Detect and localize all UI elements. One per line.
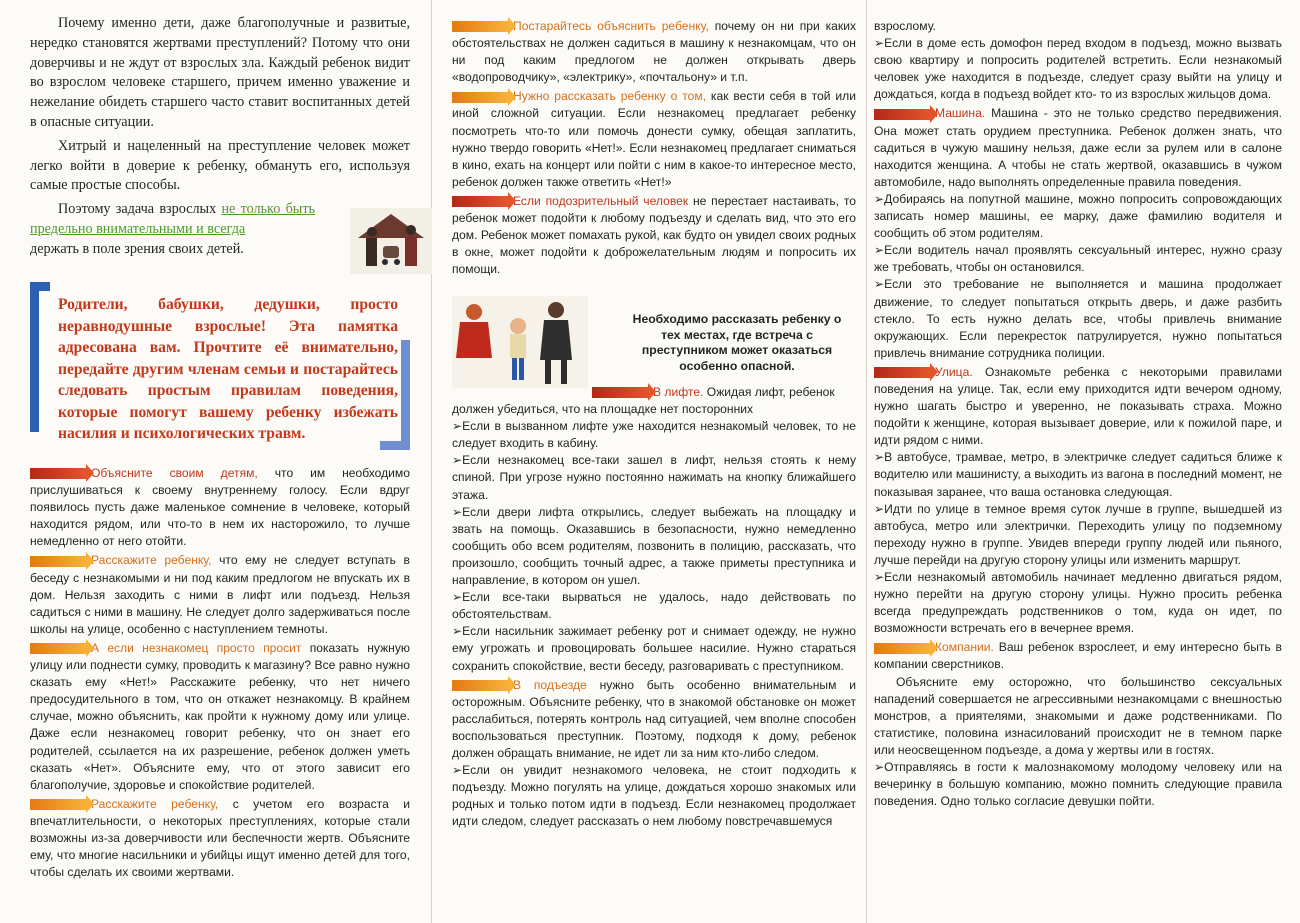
car-section <box>874 105 1282 190</box>
car-bullet-1 <box>874 191 1282 242</box>
arrow-icon <box>30 556 86 567</box>
lift-intro <box>452 384 856 401</box>
c1-s1-tag: Объясните своим детям, <box>91 466 258 480</box>
arrow-icon <box>30 799 86 810</box>
arrow-icon <box>874 367 930 378</box>
c2-section-2 <box>452 88 856 191</box>
lift-bullet-2-text: Если незнакомец все-таки зашел в лифт, нельзя стоять к нему спиной. При угрозе нужно постоянно нажимать на кнопку ближайшего этажа. <box>452 453 856 502</box>
car-bullet-3-text: Если это требование не выполняется и машина продолжает движение, то следует попытаться открыть дверь, и даже разбить стекло. То есть нужно делать все, чтобы привлечь внимание окружающих. Если перекресток патрулируется, нужно попытаться привлечь внимание сотрудника полиции. <box>874 277 1282 360</box>
c1-section-1 <box>30 465 410 550</box>
c2-s2-text: как вести себя в той или иной сложной ситуации. Если незнакомец предлагает ребенку посмотреть что-то или помочь донести сумку, обещая заплатить, нужно твердо говорить «Нет!». Если незнакомец предлагает сниматься в кино, ехать на концерт или пойти с ним в какое-то интересное место, ребенок должен также ответить «Нет!» <box>452 89 856 189</box>
car-bullet-2-text: Если водитель начал проявлять сексуальный интерес, нужно сразу же требовать, чтобы он остановился. <box>874 243 1282 275</box>
podezd-bullet-1-text: Если он увидит незнакомого человека, не стоит подходить к подъезду. Можно погулять на улице, дождаться хорошо знакомых или родных и только потом идти в подъезд. Если незнакомец продолжает идти следом, следует рассказать о нем любому повстречавшемуся <box>452 763 856 829</box>
lift-bullet-1 <box>452 418 856 452</box>
lift-text: должен убедиться, что на площадке нет посторонних <box>452 402 754 417</box>
bullet-icon: ➢ <box>452 763 463 778</box>
lift-bullet-3 <box>452 504 856 589</box>
car-text: Машина - это не только средство передвижения. Она может стать орудием преступника. Ребенок должен знать, что садиться в чужую машину нельзя, даже если за рулем или в салоне находится женщина. А чтобы не стать жертвой, оказавшись в чужом автомобиле, надо выполнять определенные правила поведения. <box>874 106 1282 189</box>
c2-section-1 <box>452 18 856 86</box>
c1-s3-tag: А если незнакомец просто просит <box>91 640 302 655</box>
c1-section-2 <box>30 552 410 637</box>
intro-paragraph-1: Почему именно дети, даже благополучные и развитые, нередко становятся жертвами преступлений? Потому что они доверчивы и не ждут от взрослых зла. Каждый ребенок видит во взрослом человеке старшего, причем именно уважение и нежелание обидеть старшего часто ставит воспитанных детей в опасные ситуации. <box>30 15 410 130</box>
bullet-icon: ➢ <box>874 570 885 584</box>
c2-s1-text: почему он ни при каких обстоятельствах не должен садиться в машину к незнакомцам, что он ни под каким предлогом не должен открывать дверь «водопроводчику», «электрику», «почтальону» и т.п. <box>452 19 856 85</box>
bullet-icon: ➢ <box>452 590 463 605</box>
street-bullet-2 <box>874 501 1282 569</box>
callout-text: Родители, бабушки, дедушки, просто неравнодушные взрослые! Эта памятка адресована вам. Прочтите её внимательно, передайте другим членам семьи и постарайтесь следовать простым правилам поведения, которые помогут вашему ребенку избежать насилия и психологических травм. <box>58 296 398 442</box>
arrow-icon <box>452 196 508 207</box>
bullet-icon: ➢ <box>874 450 885 465</box>
street-bullet-2-text: Идти по улице в темное время суток лучше в группе, вышедшей из автобуса, метро или электрички. Переходить улицу по подземному переходу нужно в группе. Увидев впереди группу людей или пьяного, лучше перейди на другую сторону улицы или изменить маршрут. <box>874 501 1282 567</box>
parents-callout <box>30 282 410 450</box>
bullet-icon: ➢ <box>874 243 885 258</box>
podezd-tag: В подъезде <box>513 677 587 692</box>
intro-p3-highlight: не только быть предельно внимательными и всегда <box>30 201 316 237</box>
company-tag: Компании. <box>935 640 994 655</box>
bullet-icon: ➢ <box>452 504 463 519</box>
arrow-icon <box>452 92 508 103</box>
street-bullet-3 <box>874 569 1282 637</box>
company-paragraph: Объясните ему осторожно, что большинство сексуальных нападений совершается не агрессивными незнакомцами с внешностью монстров, а приятелями, знакомыми и даже родственниками. По статистике, половина изнасилований происходит не в темном парке или неосвещенном подъезде, а дома у жертвы или в гостях. <box>874 674 1282 757</box>
c1-s4-text: с учетом его возраста и впечатлительности, о некоторых преступлениях, которые стали возможны из-за доверчивости или беспечности жертв. Объясните ему, что многие насильники и убийцы ищут именно детей для того, чтобы сделать их своими жертвами. <box>30 796 410 880</box>
company-bullet-1-text: Отправляясь в гости к малознакомому молодому человеку или на вечеринку в большую компанию, можно помнить следующие правила поведения. Одно только согласие девушки пойти. <box>874 760 1282 809</box>
fold-line-2 <box>866 0 867 923</box>
c2-s2-tag: Нужно рассказать ребенку о том, <box>513 89 707 104</box>
car-tag: Машина. <box>935 106 986 121</box>
lift-bullet-4 <box>452 589 856 623</box>
street-bullet-1-text: В автобусе, трамвае, метро, в электричке следует садиться ближе к водителю или машинисту, а выходить из вагона в последний момент, не показывая заранее, что ваша остановка следующая. <box>874 450 1282 499</box>
street-bullet-3-text: Если незнакомый автомобиль начинает медленно двигаться рядом, нужно перейти на другую сторону улицы. Нужно просить ребенка всегда предупреждать родственников о том, куда он идет, по возможности встречать его в вечернее время. <box>874 570 1282 636</box>
intro-paragraph-2: Хитрый и нацеленный на преступление человек может легко войти в доверие к ребенку, обмануть его, используя самые простые способы. <box>30 137 410 194</box>
lift-tag: В лифте. <box>653 385 704 399</box>
fold-line-1 <box>431 0 432 923</box>
street-section <box>874 364 1282 449</box>
bullet-icon: ➢ <box>452 419 463 434</box>
bullet-icon: ➢ <box>874 277 885 292</box>
lift-bullet-5 <box>452 623 856 674</box>
lift-bullet-5-text: Если насильник зажимает ребенку рот и снимает одежду, не нужно ему угрожать и провоцировать большее насилие. Нужно стараться сохранить спокойствие, вести беседу, разговаривать с преступником. <box>452 624 856 673</box>
company-section <box>874 639 1282 673</box>
lift-text-start: Ожидая лифт, ребенок <box>706 385 835 399</box>
arrow-icon <box>452 680 508 691</box>
c1-s2-text: что ему не следует вступать в беседу с незнакомыми и ни под каким предлогом не впускать их в дом. Нельзя заходить с ними в лифт или подъезд. Нельзя садиться с ними в машину. Не следует долго задерживаться после школы на улице, особенно с наступлением темноты. <box>30 553 410 636</box>
lift-bullet-2 <box>452 452 856 503</box>
places-heading: Необходимо рассказать ребенку о тех местах, где встреча с преступником может оказаться особенно опасной. <box>632 312 842 373</box>
lift-bullet-4-text: Если все-таки вырваться не удалось, надо действовать по обстоятельствам. <box>452 590 856 622</box>
arrow-icon <box>30 468 86 479</box>
bullet-icon: ➢ <box>452 453 463 468</box>
lift-bullet-3-text: Если двери лифта открылись, следует выбежать на площадку и звать на помощь. Оказавшись в безопасности, нужно немедленно сообщить обо всем родителям, позвонить в полицию, рассказать, что произошло, сообщить точный адрес, а также приметы преступника и направление, в котором он ушел. <box>452 504 856 588</box>
c1-s2-tag: Расскажите ребенку, <box>91 553 212 568</box>
bullet-icon: ➢ <box>874 36 885 51</box>
arrow-icon <box>874 643 930 654</box>
bullet-icon: ➢ <box>874 191 885 206</box>
c2-s3-text: не перестает настаивать, то ребенок может подойти к любому подъезду и сделать вид, что это его дом. Ребенок может помахать рукой, как будто он увидел своих родных в окне, может подойти к доброжелательным людям и попросить их помощи. <box>452 193 856 277</box>
intro-p3-end: держать в поле зрения своих детей. <box>30 240 244 257</box>
c1-s4-tag: Расскажите ребенку, <box>91 796 219 811</box>
c1-section-3 <box>30 640 410 794</box>
stranger-illustration <box>452 296 588 388</box>
arrow-icon <box>874 109 930 120</box>
c2-section-3 <box>452 193 856 278</box>
car-bullet-2 <box>874 242 1282 276</box>
arrow-icon <box>30 643 86 654</box>
lift-bullet-1-text: Если в вызванном лифте уже находится незнакомый человек, то не следует входить в кабину. <box>452 419 856 451</box>
bullet-icon: ➢ <box>874 501 885 516</box>
intro-p3-start: Поэтому задача взрослых <box>58 201 217 218</box>
c2-s3-tag: Если подозрительный человек <box>513 193 689 208</box>
street-tag: Улица. <box>935 364 973 379</box>
c2-s1-tag: Постарайтесь объяснить ребенку, <box>513 19 709 33</box>
car-bullet-1-text: Добираясь на попутной машине, можно попросить сопровождающих записать номер машины, ее марку, даже фамилию водителя и сообщить об этом родителям. <box>874 191 1282 241</box>
bullet-icon: ➢ <box>452 624 463 639</box>
car-bullet-3 <box>874 276 1282 361</box>
company-bullet-1 <box>874 759 1282 810</box>
street-text: Ознакомьте ребенка с некоторыми правилами поведения на улице. Так, если ему приходится идти вечером одному, нужно шагать быстро и уверенно, не показывать страха. Можно подойти к женщине, которая вызывает доверие, или к пожилой паре, и идти рядом с ними. <box>874 364 1282 448</box>
podezd-text: нужно быть особенно внимательным и осторожным. Объясните ребенку, что в знакомой обстановке он может расслабиться, потерять контроль над ситуацией, чем вполне способен воспользоваться преступник. Поэтому, подходя к дому, ребенок должен обращать внимание, не идет ли за ним кто-либо следом. <box>452 677 856 760</box>
callout-frame-left <box>30 282 50 432</box>
c1-section-4 <box>30 796 410 881</box>
c3-bullet-1-text: Если в доме есть домофон перед входом в подъезд, можно вызвать свою квартиру и попросить родителей встретить. Если незнакомый человек уже находится в подъезде, следует сразу выйти на улицу и дождаться, когда в подъезд войдет кто- то из взрослых жильцов дома. <box>874 36 1282 102</box>
podezd-bullet-1 <box>452 762 856 830</box>
bullet-icon: ➢ <box>874 760 885 775</box>
c3-top: взрослому. <box>874 19 936 33</box>
intro-paragraph-3 <box>30 200 315 240</box>
podezd-section <box>452 677 856 762</box>
arrow-icon <box>452 21 508 32</box>
c1-s1-text: что им необходимо прислушиваться к своему внутреннему голосу. Если вдруг появилось пусть даже маленькое сомнение в человеке, который находится рядом, или что-то в нем их насторожило, то лучше немедленно от него отойти. <box>30 466 410 549</box>
c3-bullet-1 <box>874 35 1282 103</box>
company-text: Ваш ребенок взрослеет, и ему интересно быть в компании сверстников. <box>874 640 1282 672</box>
arrow-icon <box>592 387 648 398</box>
c1-s3-text: показать нужную улицу или поднести сумку, проводить к магазину? Все равно нужно сказать ему «Нет!» Расскажите ребенку, что нет ничего предосудительного в том, что он откажет незнакомцу. В крайнем случае, можно объяснить, как пройти к нужному дому или улице. Даже если незнакомец говорит ребенку, что он знает его родителей, ссылается на их разрешение, ребенок должен уметь сказать «Нет». Объясните ему, что от этого зависит его благополучие, здоровье и спокойствие родителей. <box>30 640 410 792</box>
street-bullet-1 <box>874 449 1282 500</box>
family-illustration <box>350 208 432 274</box>
